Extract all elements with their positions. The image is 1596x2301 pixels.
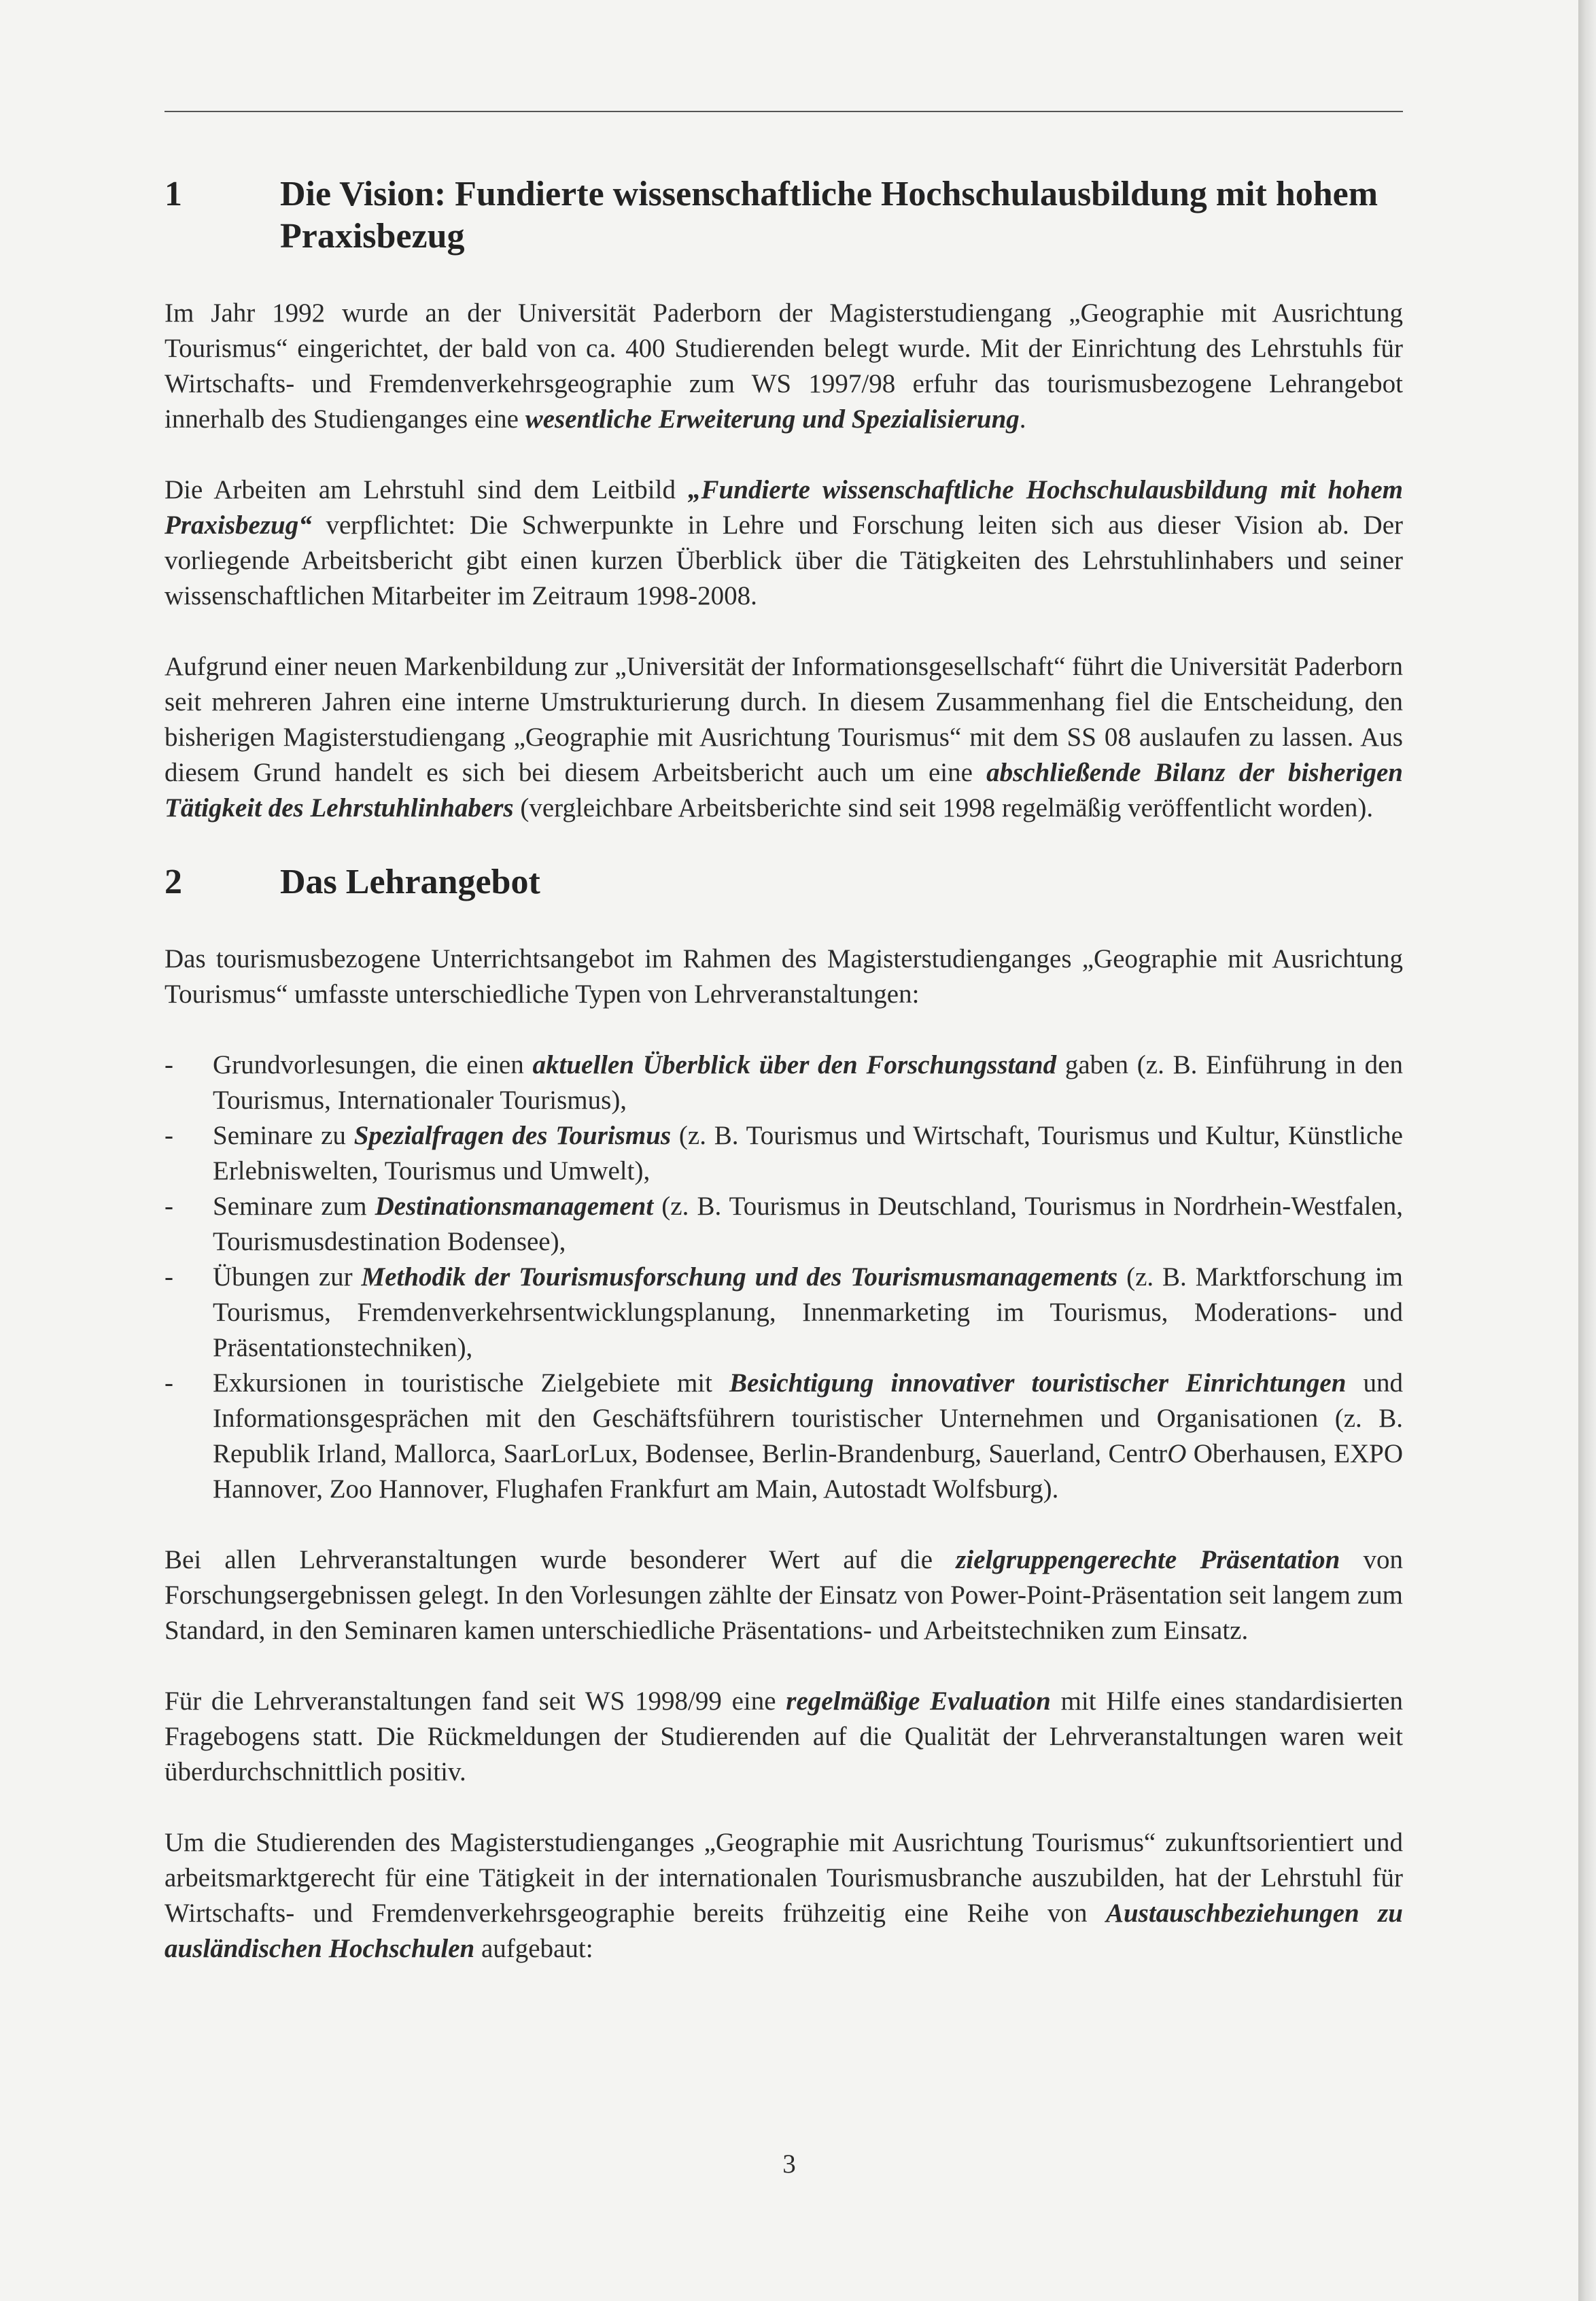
bullet-dash: -: [164, 1368, 173, 1398]
bullet-dash: -: [164, 1050, 173, 1079]
list-item: - Exkursionen in touristische Zielgebiete mit Besichtigung innovativer touristischer Einrichtungen und Informationsgesprächen mit den Geschäftsführern touristischer Unternehmen und Organisationen (z. B. Republik Irland, Mallorca, SaarLorLux, Bodensee, Berlin-Brandenburg, Sauerland, CentrO Oberhausen, EXPO Hannover, Zoo Hannover, Flughafen Frankfurt am Main, Autostadt Wolfsburg).: [164, 1366, 1403, 1507]
emphasis: regelmäßige Evaluation: [786, 1686, 1051, 1716]
section-2-number: 2: [164, 863, 182, 901]
section-2-heading: [164, 861, 1403, 903]
section-1-title: Die Vision: Fundierte wissenschaftliche Hochschulausbildung mit hohem Praxisbezug: [280, 175, 1378, 256]
emphasis: Besichtigung innovativer touristischer Einrichtungen: [729, 1368, 1347, 1398]
emphasis: wesentliche Erweiterung und Spezialisierung: [525, 404, 1020, 434]
list-item: - Grundvorlesungen, die einen aktuellen Überblick über den Forschungsstand gaben (z. B. Einführung in den Tourismus, Internationaler Tourismus),: [164, 1048, 1403, 1118]
page-number: 3: [782, 2149, 796, 2179]
bullet-dash: -: [164, 1121, 173, 1150]
list-item: - Seminare zum Destinationsmanagement (z. B. Tourismus in Deutschland, Tourismus in Nordrhein-Westfalen, Tourismusdestination Bodensee),: [164, 1189, 1403, 1260]
emphasis: „Fundierte wissenschaftliche Hochschulausbildung mit hohem Praxisbezug“: [164, 475, 1403, 540]
header-rule: [164, 111, 1403, 112]
emphasis: Austauschbeziehungen zu ausländischen Hochschulen: [164, 1899, 1403, 1963]
emphasis: Methodik der Tourismusforschung und des Tourismusmanagements: [361, 1262, 1118, 1292]
section-1-paragraph-1: Im Jahr 1992 wurde an der Universität Paderborn der Magisterstudiengang „Geographie mit Ausrichtung Tourismus“ eingerichtet, der bald von ca. 400 Studierenden belegt wurde. Mit der Einrichtung des Lehrstuhls für Wirtschafts- und Fremdenverkehrsgeographie zum WS 1997/98 erfuhr das tourismusbezogene Lehrangebot innerhalb des Studienganges eine wesentliche Erweiterung und Spezialisierung.: [164, 298, 1403, 434]
section-1-paragraph-3: Aufgrund einer neuen Markenbildung zur „Universität der Informationsgesellschaft“ führt die Universität Paderborn seit mehreren Jahren eine interne Umstrukturierung durch. In diesem Zusammenhang fiel die Entscheidung, den bisherigen Magisterstudiengang „Geographie mit Ausrichtung Tourismus“ mit dem SS 08 auslaufen zu lassen. Aus diesem Grund handelt es sich bei diesem Arbeitsbericht auch um eine abschließende Bilanz der bisherigen Tätigkeit des Lehrstuhlinhabers (vergleichbare Arbeitsberichte sind seit 1998 regelmäßig veröffentlicht worden).: [164, 652, 1403, 823]
course-type-list: [164, 1048, 1403, 1507]
section-2-paragraph-3: Um die Studierenden des Magisterstudienganges „Geographie mit Ausrichtung Tourismus“ zukunftsorientiert und arbeitsmarktgerecht für eine Tätigkeit in der internationalen Tourismusbranche auszubilden, hat der Lehrstuhl für Wirtschafts- und Fremdenverkehrsgeographie bereits frühzeitig eine Reihe von Austauschbeziehungen zu ausländischen Hochschulen aufgebaut:: [164, 1828, 1403, 1963]
emphasis: Spezialfragen des Tourismus: [353, 1121, 672, 1150]
section-1-heading: [164, 173, 1403, 258]
emphasis: abschließende Bilanz der bisherigen Tätigkeit des Lehrstuhlinhabers: [164, 758, 1403, 823]
emphasis: zielgruppengerechte Präsentation: [956, 1545, 1340, 1574]
section-2-paragraph-1: Bei allen Lehrveranstaltungen wurde besonderer Wert auf die zielgruppengerechte Präsentation von Forschungsergebnissen gelegt. In den Vorlesungen zählte der Einsatz von Power-Point-Präsentation seit langem zum Standard, in den Seminaren kamen unterschiedliche Präsentations- und Arbeitstechniken zum Einsatz.: [164, 1545, 1404, 1645]
list-item: - Übungen zur Methodik der Tourismusforschung und des Tourismusmanagements (z. B. Marktforschung im Tourismus, Fremdenverkehrsentwicklungsplanung, Innenmarketing im Tourismus, Moderations- und Präsentationstechniken),: [164, 1260, 1403, 1366]
list-item: - Seminare zu Spezialfragen des Tourismus (z. B. Tourismus und Wirtschaft, Tourismus und Kultur, Künstliche Erlebniswelten, Tourismus und Umwelt),: [164, 1118, 1403, 1189]
emphasis: aktuellen Überblick über den Forschungsstand: [532, 1050, 1057, 1079]
bullet-dash: -: [164, 1262, 173, 1292]
section-2-intro: Das tourismusbezogene Unterrichtsangebot im Rahmen des Magisterstudienganges „Geographie mit Ausrichtung Tourismus“ umfasste unterschiedliche Typen von Lehrveranstaltungen:: [164, 944, 1403, 1009]
section-2-paragraph-2: Für die Lehrveranstaltungen fand seit WS 1998/99 eine regelmäßige Evaluation mit Hilfe eines standardisierten Fragebogens statt. Die Rückmeldungen der Studierenden auf die Qualität der Lehrveranstaltungen waren weit überdurchschnittlich positiv.: [164, 1686, 1403, 1786]
section-2-title: Das Lehrangebot: [280, 863, 540, 901]
emphasis: Destinationsmanagement: [375, 1192, 654, 1221]
page-edge: [1578, 0, 1596, 2301]
section-1-number: 1: [164, 175, 182, 213]
section-1-paragraph-2: Die Arbeiten am Lehrstuhl sind dem Leitbild „Fundierte wissenschaftliche Hochschulausbildung mit hohem Praxisbezug“ verpflichtet: Die Schwerpunkte in Lehre und Forschung leiten sich aus dieser Vision ab. Der vorliegende Arbeitsbericht gibt einen kurzen Überblick über die Tätigkeiten des Lehrstuhlinhabers und seiner wissenschaftlichen Mitarbeiter im Zeitraum 1998-2008.: [164, 475, 1403, 610]
centro-italic-o: O: [1167, 1439, 1187, 1468]
page-content: [164, 173, 1403, 1967]
bullet-dash: -: [164, 1192, 173, 1221]
